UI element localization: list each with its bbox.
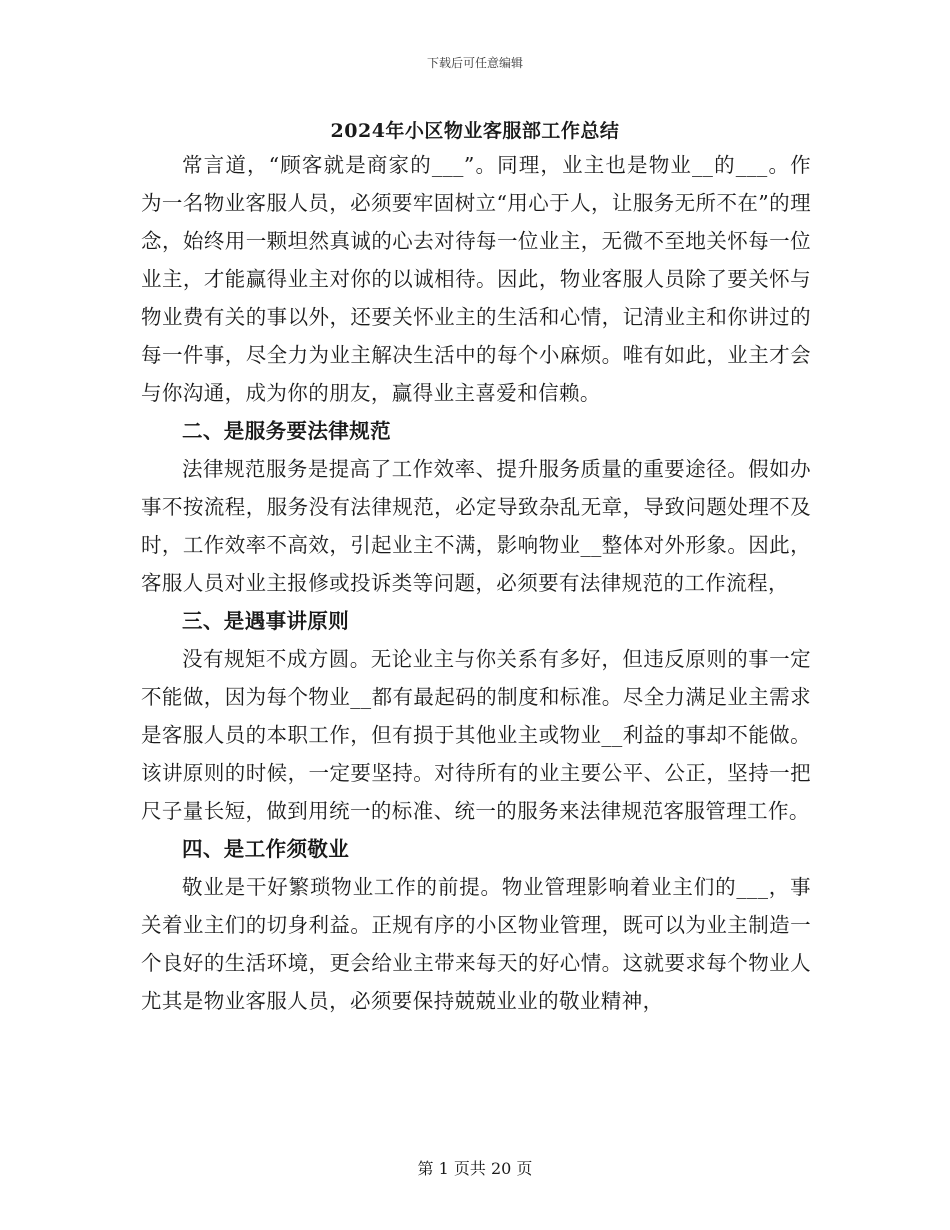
section-heading-3: 三、是遇事讲原则 <box>182 609 350 633</box>
page-footer: 第 1 页共 20 页 <box>417 1159 533 1178</box>
section-heading-2: 二、是服务要法律规范 <box>182 419 391 443</box>
paragraph-intro: 常言道，“顾客就是商家的___”。同理，业主也是物业__的___。作为一名物业客服人员，必须要牢固树立“用心于人，让服务无所不在”的理念，始终用一颗坦然真诚的心去对待每一位业主，无微不至地关怀每一位业主，才能赢得业主对你的以诚相待。因此，物业客服人员除了要关怀与物业费有关的事以外，还要关怀业主的生活和心情，记清业主和你讲过的每一件事，尽全力为业主解决生活中的每个小麻烦。唯有如此，业主才会与你沟通，成为你的朋友，赢得业主喜爱和信赖。 <box>141 153 811 405</box>
header-note: 下载后可任意编辑 <box>426 56 523 70</box>
paragraph-section-2: 法律规范服务是提高了工作效率、提升服务质量的重要途径。假如办事不按流程，服务没有法律规范，必定导致杂乱无章，导致问题处理不及时，工作效率不高效，引起业主不满，影响物业__整体对外形象。因此，客服人员对业主报修或投诉类等问题，必须要有法律规范的工作流程， <box>141 457 811 595</box>
section-heading-4: 四、是工作须敬业 <box>182 837 350 861</box>
document-title: 2024年小区物业客服部工作总结 <box>330 120 620 142</box>
paragraph-section-4: 敬业是干好繁琐物业工作的前提。物业管理影响着业主们的___，事关着业主们的切身利益。正规有序的小区物业管理，既可以为业主制造一个良好的生活环境，更会给业主带来每天的好心情。这就要求每个物业人尤其是物业客服人员，必须要保持兢兢业业的敬业精神， <box>141 875 811 1013</box>
document-body <box>141 146 811 1020</box>
paragraph-section-3: 没有规矩不成方圆。无论业主与你关系有多好，但违反原则的事一定不能做，因为每个物业__都有最起码的制度和标准。尽全力满足业主需求是客服人员的本职工作，但有损于其他业主或物业__利益的事却不能做。该讲原则的时候，一定要坚持。对待所有的业主要公平、公正，坚持一把尺子量长短，做到用统一的标准、统一的服务来法律规范客服管理工作。 <box>141 647 811 823</box>
